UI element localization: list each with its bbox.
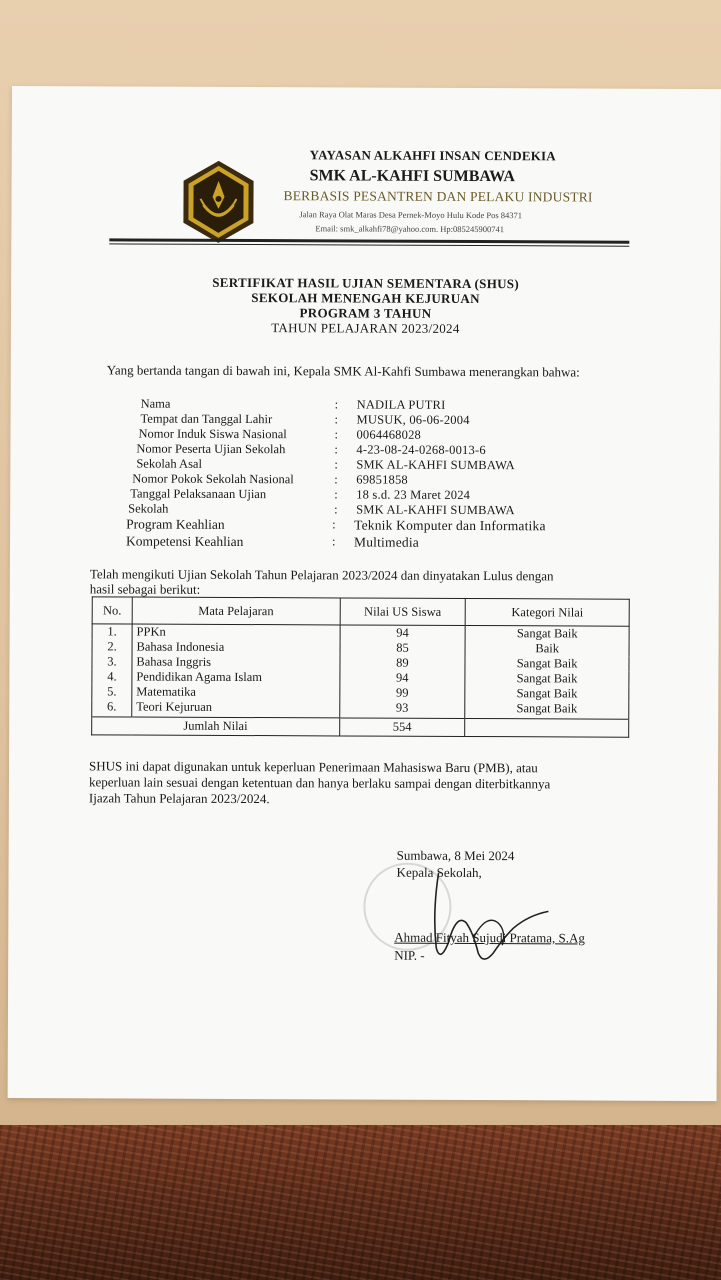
identity-colon: : <box>334 487 338 502</box>
fabric-background <box>0 1125 721 1280</box>
foundation-name: YAYASAN ALKAHFI INSAN CENDEKIA <box>309 147 556 164</box>
identity-label: Tempat dan Tanggal Lahir <box>140 411 273 427</box>
identity-value-npsn: 69851858 <box>356 472 408 487</box>
identity-label: Tanggal Pelaksanaan Ujian <box>130 486 267 502</box>
row-score: 85 <box>340 640 466 656</box>
identity-colon: : <box>334 427 338 442</box>
result-statement-line1: Telah mengikuti Ujian Sekolah Tahun Pelajaran 2023/2024 dan dinyatakan Lulus dengan <box>89 566 554 584</box>
principal-nip: NIP. - <box>394 947 425 963</box>
total-value: 554 <box>339 718 465 737</box>
identity-colon: : <box>331 534 336 549</box>
row-score: 94 <box>339 670 465 686</box>
school-name: SMK AL-KAHFI SUMBAWA <box>309 167 516 186</box>
identity-colon: : <box>332 517 336 532</box>
school-tagline: BERBASIS PESANTREN DAN PELAKU INDUSTRI <box>283 188 593 205</box>
identity-value-origin-school: SMK AL-KAHFI SUMBAWA <box>356 457 515 473</box>
header-no: No. <box>92 597 132 624</box>
row-subject: Bahasa Inggris <box>132 655 340 671</box>
row-category: Sangat Baik <box>465 686 629 702</box>
identity-colon: : <box>334 457 338 472</box>
identity-colon: : <box>334 397 339 412</box>
identity-label: Nomor Pokok Sekolah Nasional <box>132 471 294 487</box>
row-score: 99 <box>339 685 465 701</box>
row-category: Sangat Baik <box>465 625 629 641</box>
intro-statement: Yang bertanda tangan di bawah ini, Kepala SMK Al-Kahfi Sumbawa menerangkan bahwa: <box>106 362 580 380</box>
identity-colon: : <box>334 472 338 487</box>
row-category: Sangat Baik <box>465 656 629 672</box>
usage-note-line3: Ijazah Tahun Pelajaran 2023/2024. <box>88 790 270 807</box>
certificate-subtitle: SEKOLAH MENENGAH KEJURUAN <box>251 290 480 307</box>
certificate-title: SERTIFIKAT HASIL UJIAN SEMENTARA (SHUS) <box>212 274 520 292</box>
table-header-row <box>92 597 629 626</box>
row-subject: Bahasa Indonesia <box>132 640 340 656</box>
header-category: Kategori Nilai <box>465 598 629 626</box>
row-no: 2. <box>92 639 132 654</box>
identity-label: Nomor Induk Siswa Nasional <box>138 426 287 442</box>
grades-table <box>91 596 630 737</box>
usage-note-line1: SHUS ini dapat digunakan untuk keperluan Penerimaan Mahasiswa Baru (PMB), atau <box>89 758 538 776</box>
total-empty-cell <box>465 718 629 737</box>
identity-colon: : <box>334 502 338 517</box>
identity-value-birth: MUSUK, 06-06-2004 <box>356 412 470 428</box>
identity-label: Nomor Peserta Ujian Sekolah <box>136 441 286 457</box>
identity-value-school: SMK AL-KAHFI SUMBAWA <box>356 502 515 518</box>
identity-label: Sekolah <box>128 501 169 516</box>
row-no: 3. <box>92 654 132 669</box>
identity-colon: : <box>334 412 339 427</box>
row-subject: PPKn <box>132 624 340 640</box>
header-subject: Mata Pelajaran <box>132 597 340 625</box>
total-label: Jumlah Nilai <box>92 717 340 736</box>
identity-value-exam-date: 18 s.d. 23 Maret 2024 <box>356 487 471 503</box>
identity-label: Nama <box>140 396 171 411</box>
identity-label: Program Keahlian <box>126 516 225 532</box>
row-no: 4. <box>92 669 132 684</box>
row-category: Sangat Baik <box>465 701 629 719</box>
certificate-paper <box>8 86 721 1101</box>
identity-value-nisn: 0064468028 <box>356 427 422 442</box>
sign-role: Kepala Sekolah, <box>396 864 482 881</box>
row-subject: Matematika <box>132 685 340 701</box>
school-logo-icon <box>181 159 255 245</box>
row-no: 6. <box>92 699 132 717</box>
row-subject: Teori Kejuruan <box>132 700 340 718</box>
identity-value-competency: Multimedia <box>353 534 420 550</box>
identity-colon: : <box>334 442 338 457</box>
identity-label: Sekolah Asal <box>136 456 203 471</box>
header-score: Nilai US Siswa <box>340 598 466 626</box>
row-no: 5. <box>92 684 132 699</box>
letterhead-rule-thin <box>109 243 629 246</box>
school-contact: Email: smk_alkahfi78@yahoo.com. Hp:085245900741 <box>315 223 505 235</box>
sign-place-date: Sumbawa, 8 Mei 2024 <box>396 847 515 864</box>
certificate-program: PROGRAM 3 TAHUN <box>299 305 432 321</box>
identity-label: Kompetensi Keahlian <box>125 533 244 550</box>
row-no: 1. <box>92 624 132 640</box>
principal-name: Ahmad Fityah Sujudi Pratama, S.Ag <box>394 929 585 946</box>
identity-value-exam-number: 4-23-08-24-0268-0013-6 <box>356 442 486 458</box>
signature-scribble <box>418 853 569 974</box>
row-score: 93 <box>339 700 465 718</box>
row-category: Sangat Baik <box>465 671 629 687</box>
usage-note-line2: keperluan lain sesuai dengan ketentuan dan hanya berlaku sampai dengan diterbitkannya <box>88 774 551 792</box>
identity-value-program: Teknik Komputer dan Informatika <box>354 517 546 534</box>
row-subject: Pendidikan Agama Islam <box>132 670 340 686</box>
result-statement-line2: hasil sebagai berikut: <box>89 581 201 597</box>
row-score: 94 <box>340 625 466 641</box>
row-score: 89 <box>339 655 465 671</box>
row-category: Baik <box>465 641 629 657</box>
identity-value-name: NADILA PUTRI <box>356 397 446 412</box>
table-total-row <box>92 717 629 737</box>
certificate-year: TAHUN PELAJARAN 2023/2024 <box>271 320 460 336</box>
school-address: Jalan Raya Olat Maras Desa Pernek-Moyo Hulu Kode Pos 84371 <box>299 209 523 221</box>
